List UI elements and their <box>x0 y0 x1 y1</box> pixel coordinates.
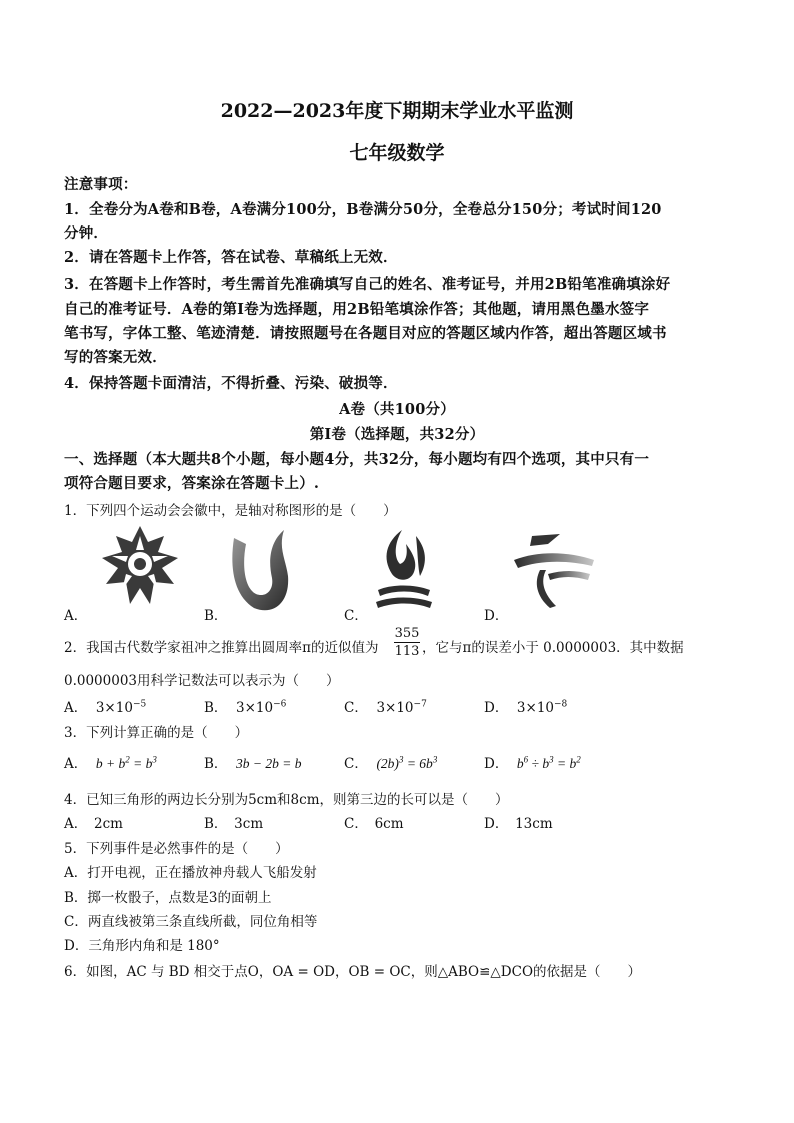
notice-line-7: 写的答案无效． <box>64 349 167 366</box>
section-one-line-1: 一、选择题（本大题共8个小题，每小题4分，共32分，每小题均有四个选项，其中只有一 <box>64 451 650 468</box>
notice-line-8: 4．保持答题卡面清洁，不得折叠、污染、破损等． <box>64 375 398 392</box>
notice-line-4: 3．在答题卡上作答时，考生需首先准确填写自己的姓名、准考证号，并用2B铅笔准确填涂好 <box>64 276 671 293</box>
q1-option-b-label: B． <box>204 608 228 624</box>
q4-option-b: B． 3cm <box>204 816 264 832</box>
section-a-heading: A卷（共100分） <box>339 401 455 418</box>
exam-subtitle: 七年级数学 <box>349 142 445 164</box>
q5-option-c: C．两直线被第三条直线所截，同位角相等 <box>64 914 318 930</box>
q2-option-d: D． $3\times 10^{-8}$ <box>484 699 568 716</box>
q2-stem-part-a: 2．我国古代数学家祖冲之推算出圆周率π的近似值为 <box>64 640 379 656</box>
q3-option-d: D． $b^6 \div b^3 = b^2$ <box>484 754 581 772</box>
q2-option-a: A． $3\times 10^{-5}$ <box>64 699 147 716</box>
emblem-b-flame-u-icon <box>226 524 296 614</box>
q2-fraction-denominator: 113 <box>394 644 420 659</box>
q4-option-d: D． 13cm <box>484 816 553 832</box>
q2-stem-part-c: 0.0000003用科学记数法可以表示为（ ） <box>64 673 340 689</box>
section-one-line-2: 项符合题目要求，答案涂在答题卡上）. <box>64 475 320 492</box>
emblem-c-torch-icon <box>372 528 434 614</box>
q3-option-c: C． $(2b)^3 = 6b^3$ <box>344 754 438 772</box>
q3-option-b: B． 3b − 2b = b <box>204 756 302 772</box>
q2-fraction <box>394 626 420 659</box>
notice-line-2: 分钟． <box>64 225 109 242</box>
q4-option-c: C． 6cm <box>344 816 404 832</box>
notice-line-6: 笔书写，字体工整、笔迹清楚．请按照题号在各题目对应的答题区域内作答，超出答题区域书 <box>64 325 667 342</box>
q3-stem: 3．下列计算正确的是（ ） <box>64 725 249 741</box>
q6-stem: 6．如图，AC 与 BD 相交于点O，OA = OD，OB = OC，则△ABO≌△DCO的依据是（ ） <box>64 964 642 980</box>
notice-line-3: 2．请在答题卡上作答，答在试卷、草稿纸上无效． <box>64 249 398 266</box>
notice-line-1: 1．全卷分为A卷和B卷，A卷满分100分，B卷满分50分，全卷总分150分；考试时间120 <box>64 201 662 218</box>
q2-stem-part-b: ，它与π的误差小于 0.0000003．其中数据 <box>422 640 684 656</box>
q2-option-c: C． $3\times 10^{-7}$ <box>344 699 427 716</box>
q1-option-d-label: D． <box>484 608 509 624</box>
q4-option-a: A． 2cm <box>64 816 123 832</box>
q2-option-b: B． $3\times 10^{-6}$ <box>204 699 287 716</box>
q5-option-a: A．打开电视，正在播放神舟载人飞船发射 <box>64 865 317 881</box>
q1-option-a-label: A． <box>64 608 88 624</box>
q5-option-d: D．三角形内角和是 180° <box>64 938 220 954</box>
q1-option-c-label: C． <box>344 608 368 624</box>
q1-stem: 1．下列四个运动会会徽中，是轴对称图形的是（ ） <box>64 503 397 519</box>
q5-stem: 5．下列事件是必然事件的是（ ） <box>64 841 289 857</box>
part-one-heading: 第Ⅰ卷（选择题，共32分） <box>309 426 485 443</box>
emblem-a-snowflake-icon <box>92 522 188 610</box>
exam-title: 2022—2023年度下期期末学业水平监测 <box>220 100 574 122</box>
emblem-d-swoosh-icon <box>510 530 596 612</box>
q5-option-b: B．掷一枚骰子，点数是3的面朝上 <box>64 890 272 906</box>
q4-stem: 4．已知三角形的两边长分别为5cm和8cm，则第三边的长可以是（ ） <box>64 792 509 808</box>
q3-option-a: A． $b + b^2 = b^3$ <box>64 754 157 772</box>
q2-fraction-numerator: 355 <box>394 626 420 641</box>
notice-heading: 注意事项： <box>64 176 138 193</box>
notice-line-5: 自己的准考证号．A卷的第Ⅰ卷为选择题，用2B铅笔填涂作答；其他题，请用黑色墨水签字 <box>64 301 650 318</box>
